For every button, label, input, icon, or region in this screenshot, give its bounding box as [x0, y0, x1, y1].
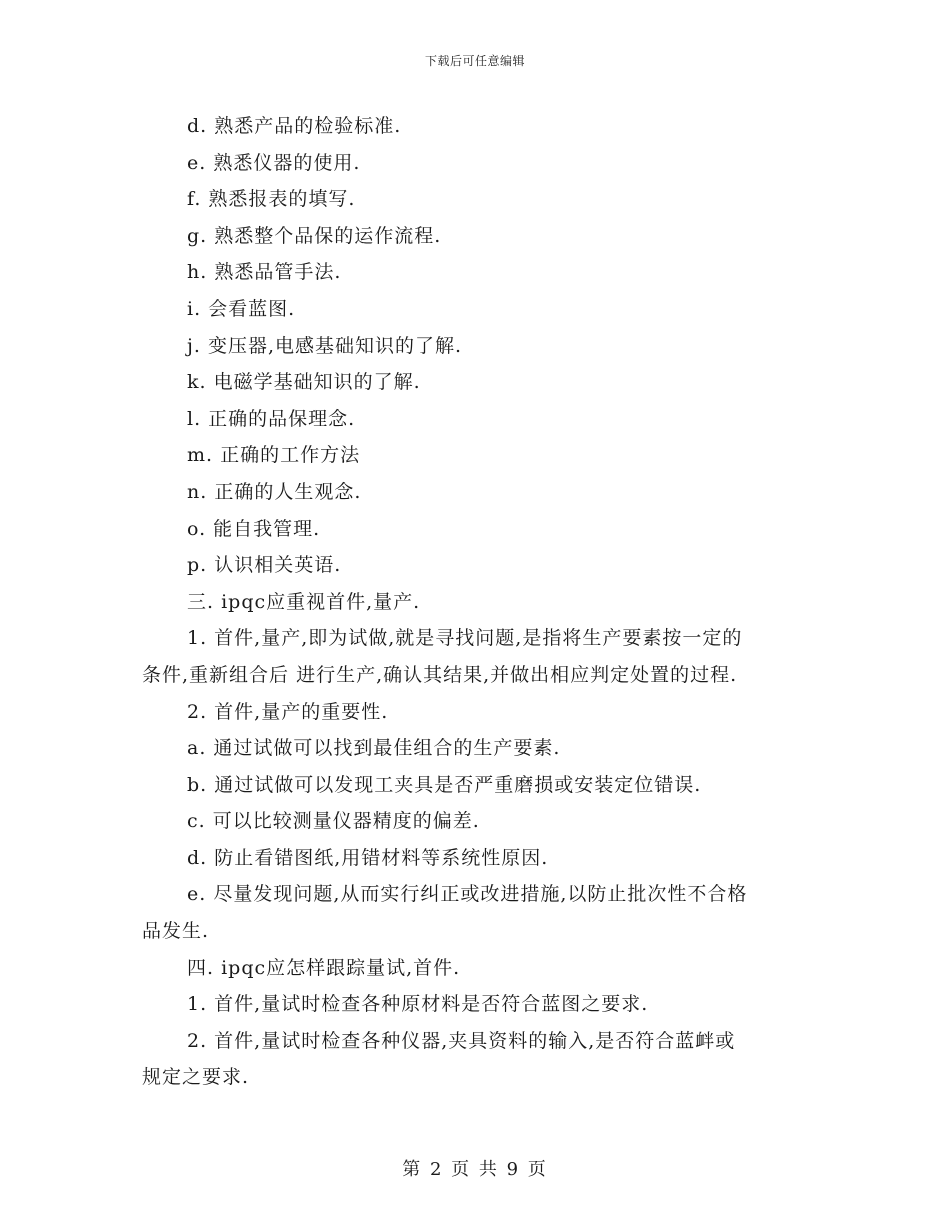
page-header-note: 下载后可任意编辑	[424, 54, 525, 68]
text-line: e. 尽量发现问题,从而实行纠正或改进措施,以防止批次性不合格	[187, 883, 748, 906]
text-line: o. 能自我管理.	[187, 517, 321, 540]
text-line: p. 认识相关英语.	[187, 554, 342, 577]
document-body	[142, 112, 810, 1100]
text-line: 规定之要求.	[142, 1066, 250, 1089]
text-line: 四. ipqc应怎样跟踪量试,首件.	[187, 956, 461, 979]
text-line: 1. 首件,量试时检查各种原材料是否符合蓝图之要求.	[187, 993, 649, 1016]
text-line: a. 通过试做可以找到最佳组合的生产要素.	[187, 737, 561, 760]
text-line: l. 正确的品保理念.	[187, 407, 356, 430]
text-line: 2. 首件,量产的重要性.	[187, 700, 389, 723]
text-line: 条件,重新组合后 进行生产,确认其结果,并做出相应判定处置的过程.	[142, 663, 738, 686]
text-line: g. 熟悉整个品保的运作流程.	[187, 224, 442, 247]
text-line: n. 正确的人生观念.	[187, 480, 362, 503]
text-line: f. 熟悉报表的填写.	[187, 188, 356, 211]
text-line: m. 正确的工作方法	[187, 444, 361, 467]
text-line: k. 电磁学基础知识的了解.	[187, 371, 421, 394]
text-line: d. 防止看错图纸,用错材料等系统性原因.	[187, 846, 549, 869]
text-line: h. 熟悉品管手法.	[187, 261, 342, 284]
text-line: b. 通过试做可以发现工夹具是否严重磨损或安装定位错误.	[187, 773, 702, 796]
text-line: c. 可以比较测量仪器精度的偏差.	[187, 810, 480, 833]
text-line: j. 变压器,电感基础知识的了解.	[187, 334, 463, 357]
page-number-footer: 第 2 页 共 9 页	[402, 1159, 548, 1180]
text-line: 2. 首件,量试时检查各种仪器,夹具资料的输入,是否符合蓝衅或	[187, 1029, 736, 1052]
text-line: i. 会看蓝图.	[187, 297, 296, 320]
text-line: 三. ipqc应重视首件,量产.	[187, 590, 421, 613]
text-line: d. 熟悉产品的检验标准.	[187, 115, 402, 137]
text-line: 品发生.	[142, 920, 210, 943]
text-line: 1. 首件,量产,即为试做,就是寻找问题,是指将生产要素按一定的	[187, 627, 743, 650]
text-line: e. 熟悉仪器的使用.	[187, 151, 361, 174]
